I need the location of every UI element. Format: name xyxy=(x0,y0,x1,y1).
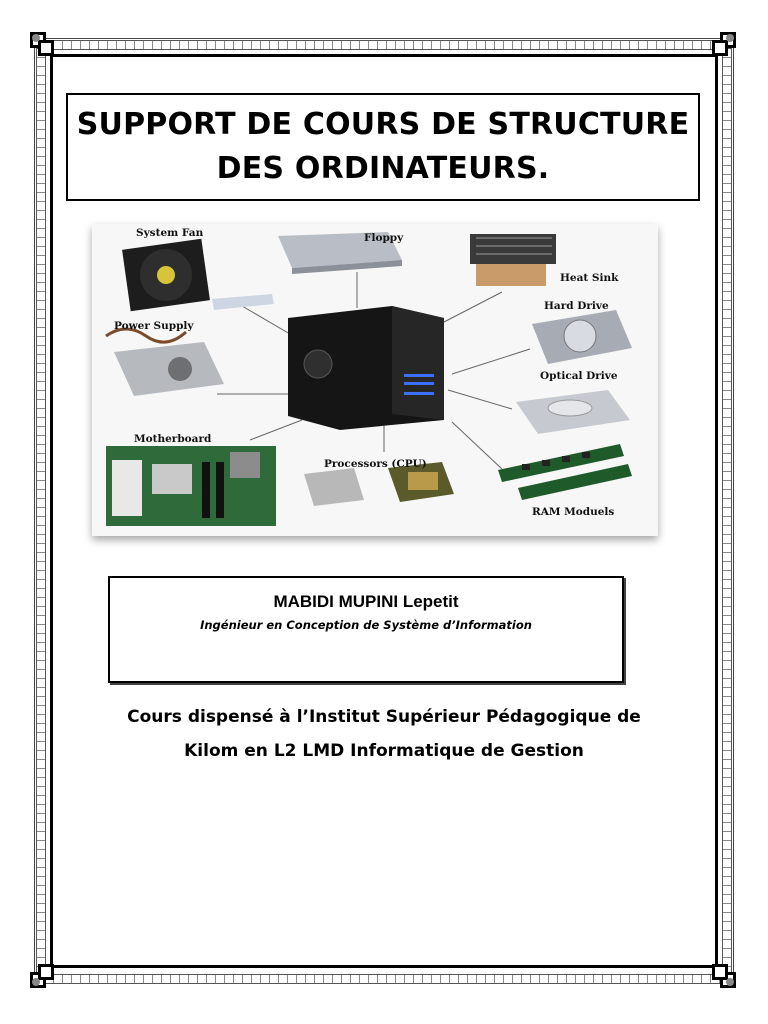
motherboard-graphic xyxy=(106,446,276,526)
label-hard-drive: Hard Drive xyxy=(544,300,609,312)
label-ram-modules: RAM Moduels xyxy=(532,506,615,518)
title-line-2: DES ORDINATEURS. xyxy=(216,151,550,186)
label-processors: Processors (CPU) xyxy=(324,458,427,470)
course-info xyxy=(92,700,676,768)
border-track-left xyxy=(36,48,46,976)
title-line-1: SUPPORT DE COURS DE STRUCTURE xyxy=(76,107,690,142)
label-heat-sink: Heat Sink xyxy=(560,272,619,284)
label-floppy: Floppy xyxy=(364,232,404,244)
corner-ornament-bottom-right xyxy=(708,960,738,990)
label-power-supply: Power Supply xyxy=(114,320,194,332)
ram-modules-graphic xyxy=(498,444,632,500)
hard-drive-graphic xyxy=(532,310,632,364)
author-role: Ingénieur en Conception de Système d’Information xyxy=(200,618,532,632)
border-track-bottom xyxy=(44,974,724,984)
border-track-right xyxy=(722,48,732,976)
corner-ornament-bottom-left xyxy=(28,960,58,990)
course-info-line-1: Cours dispensé à l’Institut Supérieur Pédagogique de xyxy=(127,707,641,727)
author-box xyxy=(108,576,624,683)
label-optical-drive: Optical Drive xyxy=(540,370,618,382)
border-track-top xyxy=(44,40,724,50)
course-info-line-2: Kilom en L2 LMD Informatique de Gestion xyxy=(184,741,584,761)
heat-sink-graphic xyxy=(470,234,556,286)
system-fan-graphic xyxy=(122,239,274,312)
corner-ornament-top-left xyxy=(28,30,58,60)
label-motherboard: Motherboard xyxy=(134,433,212,445)
author-name: MABIDI MUPINI Lepetit xyxy=(273,592,459,611)
computer-hardware-image xyxy=(92,224,658,536)
corner-ornament-top-right xyxy=(708,30,738,60)
title-box xyxy=(66,93,700,201)
pc-tower-graphic xyxy=(288,306,444,430)
power-supply-graphic xyxy=(106,329,224,396)
optical-drive-graphic xyxy=(516,390,630,434)
label-system-fan: System Fan xyxy=(136,227,204,239)
